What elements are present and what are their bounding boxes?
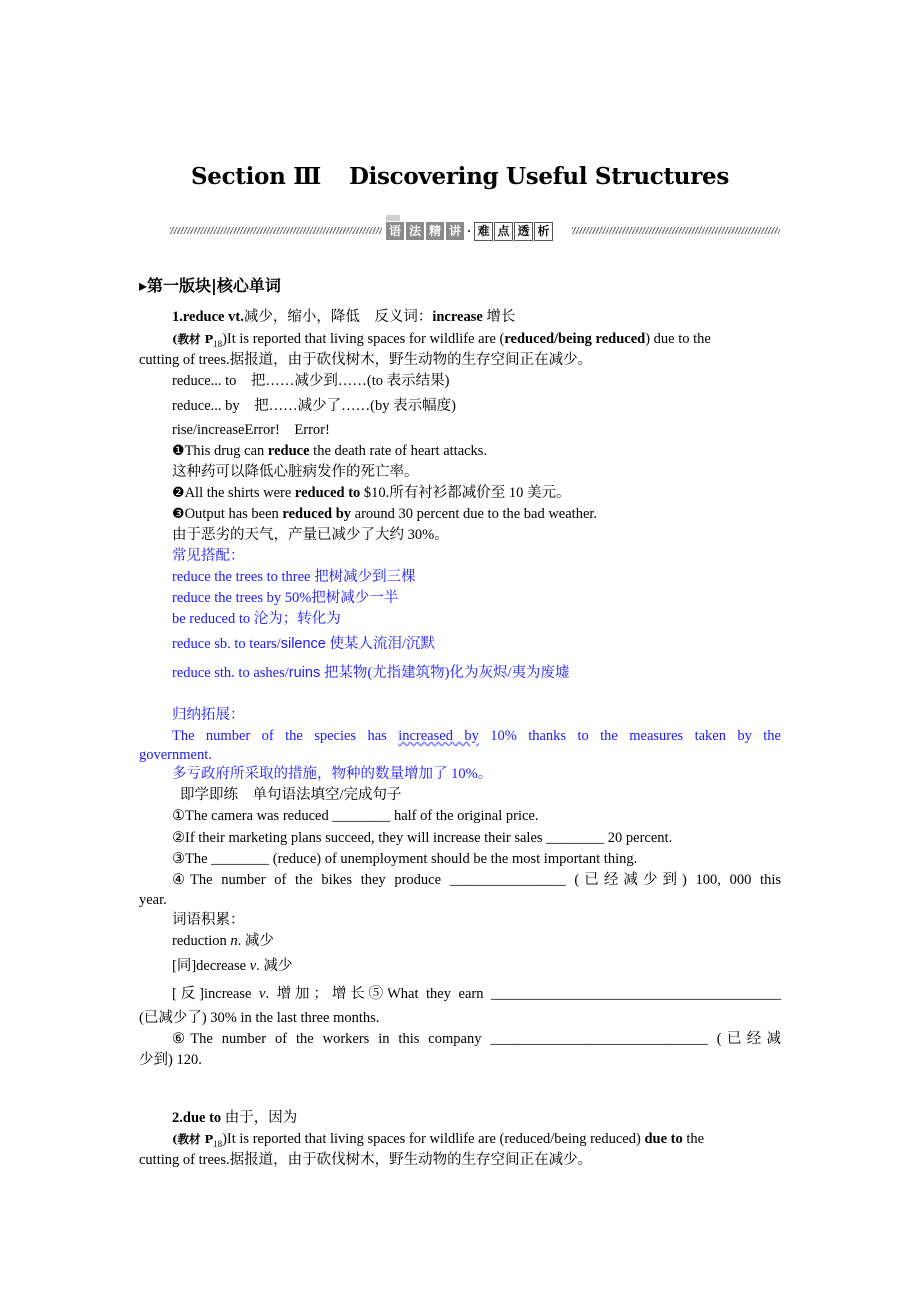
part-of-speech: v [259, 986, 266, 1002]
entry-number: 2. [172, 1110, 183, 1126]
vocab-item [139, 932, 814, 951]
vocab-label: 词语积累： [172, 912, 245, 928]
word-entry-reduce [139, 308, 814, 327]
question-4: ④The number of the bikes they produce ________________ (已经减少到) 100, 000 this [172, 872, 781, 888]
example-text: the death rate of heart attacks. [309, 443, 488, 459]
vocab-word: reduction [172, 933, 231, 949]
example-1-translation: 这种药可以降低心脏病发作的死亡率。 [172, 464, 419, 480]
practice-header [139, 786, 822, 805]
banner-tag-dark: 法 [406, 222, 424, 240]
example-number: ❸ [172, 506, 185, 522]
example-text: This drug can [184, 443, 268, 459]
practice-label: 即学即练 [180, 787, 238, 803]
example-1 [139, 442, 814, 461]
banner-tags [386, 220, 554, 242]
textbook-tag: (教材 P [172, 1132, 214, 1146]
banner-tag-dark: 精 [426, 222, 444, 240]
page-title [0, 163, 920, 190]
collocation-item: be reduced to 沦为；转化为 [172, 611, 341, 627]
meaning: 减少，缩小，降低 反义词： [243, 309, 433, 325]
collocation-text: silence [280, 636, 326, 652]
example-keyword: reduced by [282, 506, 352, 522]
section-number: Section Ⅲ [190, 163, 321, 190]
collocation-item [139, 664, 814, 683]
banner-tag-light: 析 [534, 222, 553, 241]
banner-tag-light: 点 [494, 222, 513, 241]
question-2: ②If their marketing plans succeed, they will increase their sales ________ 20 percent. [172, 830, 673, 846]
collocation-text: reduce sb. to tears/ [172, 636, 281, 652]
headword: due to [182, 1110, 222, 1126]
summary-highlight: increased by [398, 728, 479, 744]
word-entry-due-to [139, 1109, 814, 1128]
example-keyword: due to [644, 1131, 683, 1147]
banner-tag-light: 透 [514, 222, 533, 241]
example-keyword: reduce [267, 443, 310, 459]
vocab-meaning: . 减少 [237, 933, 274, 949]
vocab-item [139, 957, 814, 976]
question-6: ⑥The number of the workers in this company ______________________________ (已经减 [172, 1031, 781, 1047]
example-continuation: cutting of trees.据报道，由于砍伐树木，野生动物的生存空间正在减少。 [139, 1152, 593, 1168]
collocation-text: 把某物(尤指建筑物)化为灰烬/夷为废墟 [320, 665, 570, 681]
example-number: ❶ [172, 443, 185, 459]
vocab-word: [同]decrease [172, 958, 250, 974]
antonym-meaning: 增长 [482, 309, 516, 325]
collocation-item [139, 635, 814, 654]
banner-tag-light: 难 [474, 222, 493, 241]
example-continuation: cutting of trees.据报道，由于砍伐树木，野生动物的生存空间正在减少。 [139, 352, 593, 368]
example-text: ) due to the [645, 331, 711, 347]
headword: reduce vt. [182, 309, 244, 325]
question-6-continuation: 少到) 120. [139, 1052, 202, 1068]
example-text: around 30 percent due to the bad weather. [351, 506, 598, 522]
example-answer: reduced/being reduced [504, 331, 646, 347]
example-2 [139, 484, 814, 503]
collocation-item: reduce the trees by 50%把树减少一半 [172, 590, 399, 606]
vocab-meaning: . 增加；增长⑤What they earn ________________________________________ [265, 986, 781, 1002]
collocation-text: reduce sth. to ashes/ [172, 665, 289, 681]
example-text: )It is reported that living spaces for wildlife are ( [222, 331, 505, 347]
hatch-divider-right [572, 227, 780, 234]
example-text: Output has been [184, 506, 283, 522]
question-5-continuation: (已减少了) 30% in the last three months. [139, 1010, 380, 1026]
collocation-text: 使某人流泪/沉默 [325, 636, 436, 652]
phrase-reduce-by: reduce... by 把……减少了……(by 表示幅度) [172, 398, 456, 414]
example-number: ❷ [172, 485, 185, 501]
textbook-tag: (教材 P [172, 332, 214, 346]
example-3-translation: 由于恶劣的天气，产量已减少了大约 30%。 [172, 527, 449, 543]
section-banner [170, 218, 780, 244]
part-of-speech: n [230, 933, 238, 949]
phrase-reduce-to: reduce... to 把……减少到……(to 表示结果) [172, 373, 450, 389]
example-text: All the shirts were [184, 485, 295, 501]
entry-number: 1. [172, 309, 183, 325]
summary-text: 10% thanks to the measures taken by the [478, 728, 781, 744]
banner-separator: · [467, 223, 472, 238]
vocab-meaning: . 减少 [256, 958, 293, 974]
summary-sentence [139, 727, 781, 746]
banner-tag-dark: 讲 [446, 222, 464, 240]
summary-label: 归纳拓展： [172, 707, 245, 723]
error-line: rise/increaseError! Error! [172, 422, 330, 438]
summary-text: The number of the species has [172, 728, 399, 744]
banner-tag-dark: 语 [386, 222, 404, 240]
page-ref: 18 [213, 338, 223, 349]
summary-continuation: government. [139, 747, 212, 763]
question-4-continuation: year. [139, 892, 167, 908]
page-ref: 18 [213, 1138, 223, 1149]
practice-description: 单句语法填空/完成句子 [238, 787, 402, 803]
antonym: increase [432, 309, 483, 325]
collocation-text: ruins [288, 665, 321, 681]
hatch-divider-left [170, 227, 382, 234]
vocab-item [139, 985, 781, 1004]
example-text: )It is reported that living spaces for wildlife are (reduced/being reduced) [222, 1131, 645, 1147]
part-of-speech: v [249, 958, 257, 974]
section-name: Discovering Useful Structures [348, 163, 730, 190]
collocations-label: 常见搭配： [172, 548, 245, 564]
question-1: ①The camera was reduced ________ half of the original price. [172, 808, 539, 824]
example-3 [139, 505, 814, 524]
meaning: 由于，因为 [221, 1110, 298, 1126]
summary-translation: 多亏政府所采取的措施，物种的数量增加了 10%。 [172, 766, 493, 782]
example-keyword: reduced to [294, 485, 361, 501]
example-text: the [682, 1131, 705, 1147]
example-text: $10.所有衬衫都减价至 10 美元。 [360, 485, 571, 501]
block-heading: ▸第一版块|核心单词 [139, 276, 281, 295]
collocation-item: reduce the trees to three 把树减少到三棵 [172, 569, 416, 585]
question-3: ③The ________ (reduce) of unemployment should be the most important thing. [172, 851, 638, 867]
vocab-word: [反]increase [172, 986, 260, 1002]
